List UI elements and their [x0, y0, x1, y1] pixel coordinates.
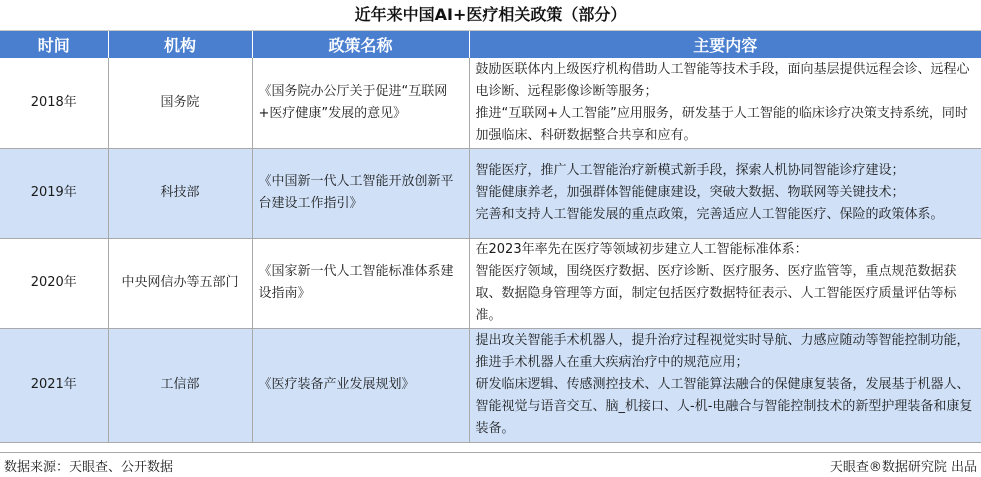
- cell-content: [469, 328, 981, 442]
- header-agency: 机构: [108, 31, 252, 58]
- content-line: 完善和支持人工智能发展的重点政策，完善适应人工智能医疗、保险的政策体系。: [475, 207, 944, 222]
- cell-year: 2019年: [0, 148, 108, 238]
- content-line: 鼓励医联体内上级医疗机构借助人工智能等技术手段，面向基层提供远程会诊、远程心电诊断、远程影像诊断等服务；: [475, 61, 970, 99]
- cell-content: [469, 238, 981, 328]
- footer: [0, 452, 981, 477]
- content-line: 智能医疗领域，围绕医疗数据、医疗诊断、医疗服务、医疗监管等，重点规范数据获取、数据隐身管理等方面，制定包括医疗数据特征表示、人工智能医疗质量评估等标准。: [475, 264, 957, 323]
- cell-agency: 工信部: [108, 328, 252, 442]
- policy-table: [0, 31, 981, 443]
- cell-policy: 《国务院办公厅关于促进“互联网+医疗健康”发展的意见》: [252, 58, 469, 148]
- cell-policy: 《医疗装备产业发展规划》: [252, 328, 469, 442]
- header-time: 时间: [0, 31, 108, 58]
- cell-content: [469, 148, 981, 238]
- content-line: 提出攻关智能手术机器人，提升治疗过程视觉实时导航、力感应随动等智能控制功能，推进手术机器人在重大疾病治疗中的规范应用；: [475, 333, 970, 370]
- table-row: [0, 328, 981, 442]
- content-line: 智能健康养老，加强群体智能健康建设，突破大数据、物联网等关键技术；: [475, 185, 905, 200]
- cell-year: 2018年: [0, 58, 108, 148]
- content-line: 智能医疗，推广人工智能治疗新模式新手段，探索人机协同智能诊疗建设；: [475, 163, 905, 178]
- data-source: 数据来源：天眼查、公开数据: [4, 459, 174, 475]
- cell-year: 2020年: [0, 238, 108, 328]
- publisher-credit: 天眼查®数据研究院 出品: [829, 459, 977, 475]
- table-row: [0, 238, 981, 328]
- cell-agency: 科技部: [108, 148, 252, 238]
- cell-policy: 《中国新一代人工智能开放创新平台建设工作指引》: [252, 148, 469, 238]
- cell-policy: 《国家新一代人工智能标准体系建设指南》: [252, 238, 469, 328]
- table-row: [0, 58, 981, 148]
- header-main-content: 主要内容: [469, 31, 981, 58]
- cell-agency: 国务院: [108, 58, 252, 148]
- cell-year: 2021年: [0, 328, 108, 442]
- cell-content: [469, 58, 981, 148]
- table-title: 近年来中国AI+医疗相关政策（部分）: [0, 0, 981, 31]
- content-line: 在2023年率先在医疗等领域初步建立人工智能标准体系：: [475, 242, 808, 257]
- cell-agency: 中央网信办等五部门: [108, 238, 252, 328]
- table-row: [0, 148, 981, 238]
- content-line: 推进“互联网+人工智能”应用服务，研发基于人工智能的临床诊疗决策支持系统，同时加强临床、科研数据整合共享和应有。: [475, 105, 968, 143]
- header-row: [0, 31, 981, 58]
- header-policy-name: 政策名称: [252, 31, 469, 58]
- content-line: 研发临床逻辑、传感测控技术、人工智能算法融合的保健康复装备，发展基于机器人、智能视觉与语音交互、脑_机接口、人-机-电融合与智能控制技术的新型护理装备和康复装备。: [475, 377, 973, 436]
